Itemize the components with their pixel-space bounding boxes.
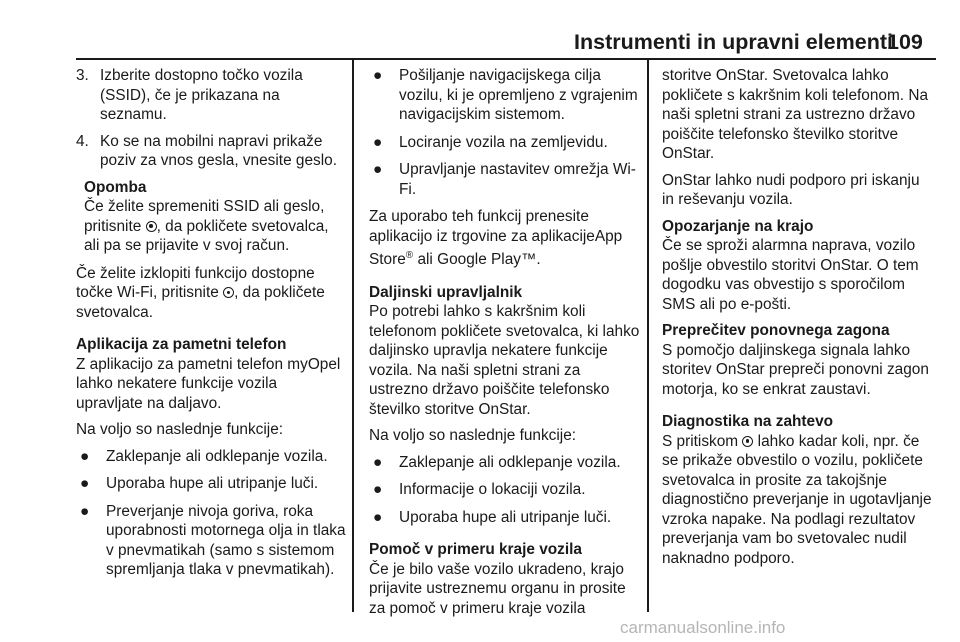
theft-text: Če je bilo vaše vozilo ukradeno, krajo prijavite ustreznemu organu in prosite za pomoč v primeru kraje vozila (369, 560, 626, 617)
list-item (369, 66, 641, 125)
restart-text: S pomočjo daljinskega signala lahko storitev OnStar prepreči ponovni zagon motorja, ko se enkrat zaustavi. (662, 341, 929, 398)
bullet-icon: ● (373, 453, 383, 471)
diagnostics-paragraph (662, 432, 934, 569)
header-rule (76, 58, 936, 60)
restart-heading: Preprečitev ponovnega zagona (662, 322, 890, 339)
wifi-off-text-start: Če želite izklopiti funkcijo dostopne točke Wi-Fi, pritisnite (76, 264, 315, 301)
diagnostics-text-start: S pritiskom (662, 432, 743, 450)
list-item-text: Lociranje vozila na zemljevidu. (399, 133, 608, 151)
bullet-icon: ● (373, 133, 383, 151)
list-item-text: Upravljanje nastavitev omrežja Wi-Fi. (399, 161, 636, 198)
note-box (76, 178, 348, 256)
wifi-off-paragraph (76, 264, 348, 323)
diagnostics-heading: Diagnostika na zahtevo (662, 413, 834, 430)
onstar-support-text: OnStar lahko nudi podporo pri iskanju in reševanju vozila. (662, 171, 920, 208)
download-text-end: ali Google Play™. (413, 251, 541, 269)
column-1 (76, 66, 348, 588)
watermark: carmanualsonline.info (620, 618, 786, 637)
step-text: Izberite dostopno točko vozila (SSID), če je prikazana na seznamu. (100, 67, 303, 123)
list-item-text: Informacije o lokaciji vozila. (399, 481, 586, 499)
list-item (369, 453, 641, 473)
bullet-icon: ● (80, 447, 90, 465)
theft-heading: Pomoč v primeru kraje vozila (369, 541, 582, 559)
note-text-start: Če želite spremeniti SSID ali geslo, pritisnite (84, 198, 325, 235)
header-title: Instrumenti in upravni elementi (574, 30, 893, 54)
bullet-icon: ● (373, 161, 383, 178)
remote-text: Po potrebi lahko s kakršnim koli telefonom pokličete svetovalca, ki lahko daljinsko upravlja nekatere funkcije vozila. Na naši spletni strani za ustrezno državo poiščite telefonsko številko storitve OnStar. (369, 303, 640, 418)
list-item-text: Preverjanje nivoja goriva, roka uporabnosti motornega olja in tlaka v pnevmatikah (samo s sistemom spremljanja tlaka v pnevmatikah). (106, 502, 346, 578)
functions-intro: Na voljo so naslednje funkcije: (76, 421, 284, 438)
list-item-text: Pošiljanje navigacijskega cilja vozilu, ki je opremljeno z vgrajenim navigacijskim sistemom. (399, 67, 638, 123)
bullet-icon: ● (80, 502, 90, 520)
bullet-icon: ● (373, 67, 383, 84)
list-item (369, 480, 641, 500)
onstar-button-icon (223, 287, 234, 298)
wifi-off-text-end: , da pokličete svetovalca. (76, 284, 325, 321)
note-heading: Opomba (84, 178, 147, 196)
onstar-contact-text: storitve OnStar. Svetovalca lahko pokličete s kakršnim koli telefonom. Na naši spletni strani za ustrezno državo poiščite telefonsko številko storitve OnStar. (662, 67, 929, 162)
list-item (76, 447, 348, 467)
list-item (369, 133, 641, 153)
app-heading: Aplikacija za pametni telefon (76, 336, 287, 353)
list-item-text: Zaklepanje ali odklepanje vozila. (399, 453, 621, 471)
functions-intro: Na voljo so naslednje funkcije: (369, 427, 577, 445)
list-item-text: Uporaba hupe ali utripanje luči. (399, 508, 612, 526)
list-item-text: Uporaba hupe ali utripanje luči. (106, 475, 319, 492)
step-number: 4. (76, 132, 89, 150)
step-number: 3. (76, 67, 89, 84)
bullet-icon: ● (80, 475, 90, 492)
list-item (76, 474, 348, 494)
note-text-end: , da pokličete svetovalca, ali pa se prijavite v svoj račun. (84, 217, 329, 254)
registered-mark: ® (405, 250, 414, 261)
bullet-icon: ● (373, 481, 383, 499)
alarm-heading: Opozarjanje na krajo (662, 217, 814, 235)
list-item (76, 502, 348, 580)
page-number: 109 (887, 30, 923, 54)
app-text: Z aplikacijo za pametni telefon myOpel lahko nekatere funkcije vozila upravljate na daljavo. (76, 355, 341, 412)
step-text: Ko se na mobilni napravi prikaže poziv za vnos gesla, vnesite geslo. (100, 132, 337, 169)
step-4 (76, 132, 348, 171)
diagnostics-text-end: lahko kadar koli, npr. če se prikaže obvestilo o vozilu, pokličete svetovalca in prosite za takojšnje diagnostično preverjanje in ugotavljanje vzroka napake. Na podlagi rezultatov preverjanja vam bo svetovalec nudil naknadno podporo. (662, 432, 932, 567)
list-item (369, 508, 641, 528)
download-text-start: Za uporabo teh funkcij prenesite aplikacijo iz trgovine za aplikacijeApp Store (369, 208, 623, 269)
column-3 (662, 66, 934, 575)
column-divider-2 (647, 60, 649, 612)
column-divider-1 (352, 60, 354, 612)
step-3 (76, 66, 348, 125)
download-paragraph (369, 207, 641, 270)
column-2 (369, 66, 641, 625)
list-item (369, 160, 641, 199)
list-item-text: Zaklepanje ali odklepanje vozila. (106, 447, 328, 465)
remote-heading: Daljinski upravljalnik (369, 283, 523, 301)
onstar-button-icon (146, 221, 157, 232)
onstar-button-icon (742, 436, 753, 447)
alarm-text: Če se sproži alarmna naprava, vozilo pošlje obvestilo storitvi OnStar. O tem dogodku vas obvestijo s sporočilom SMS ali po e-pošti. (662, 237, 919, 313)
bullet-icon: ● (373, 508, 383, 526)
